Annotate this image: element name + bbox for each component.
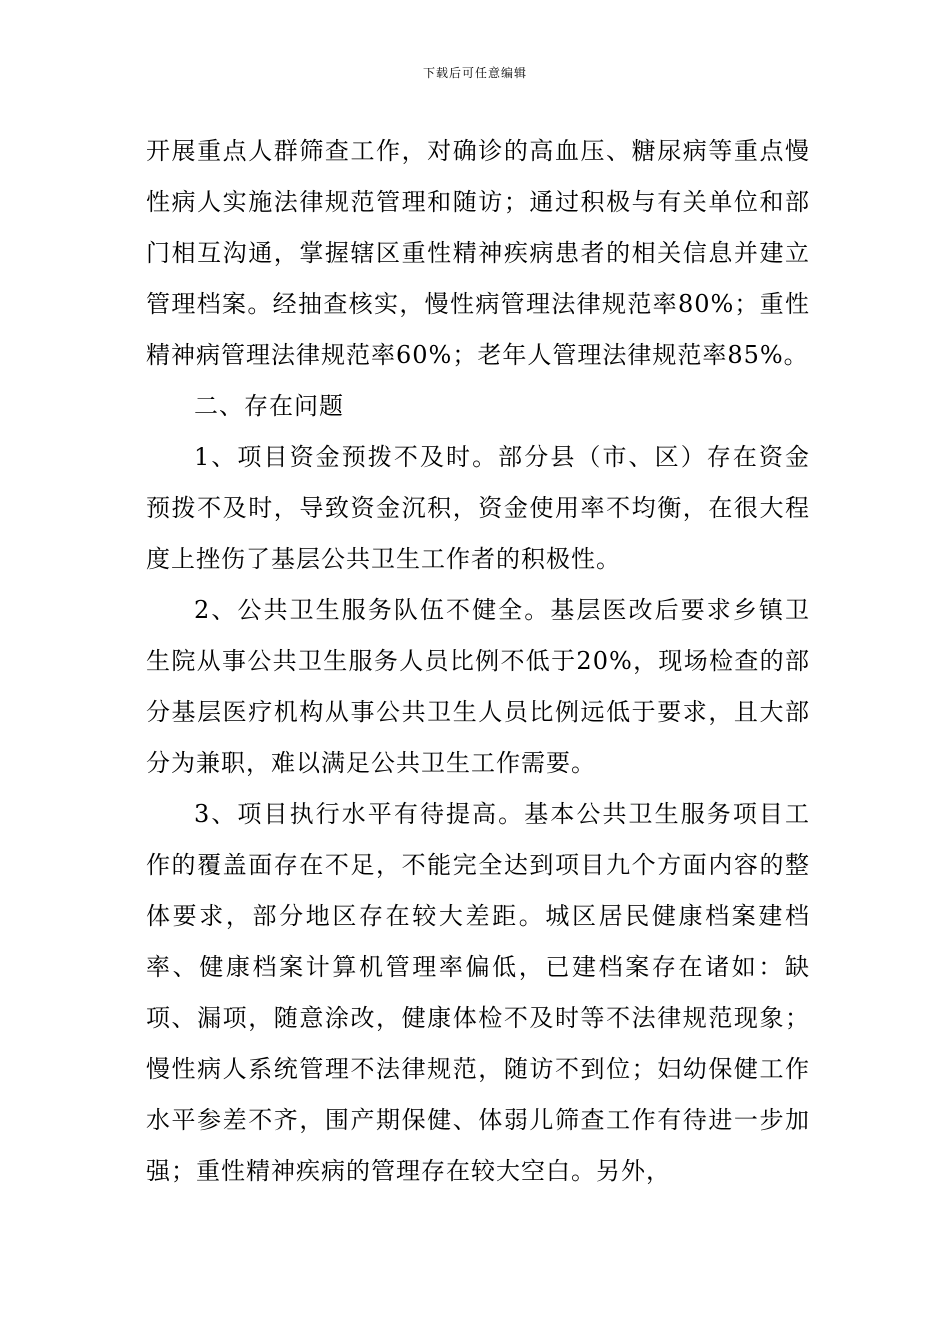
paragraph-issue-3: 3、项目执行水平有待提高。基本公共卫生服务项目工作的覆盖面存在不足，不能完全达到项目九个方面内容的整体要求，部分地区存在较大差距。城区居民健康档案建档率、健康档案计算机管理率偏低，已建档案存在诸如：缺项、漏项，随意涂改，健康体检不及时等不法律规范现象；慢性病人系统管理不法律规范，随访不到位；妇幼保健工作水平参差不齐，围产期保健、体弱儿筛查工作有待进一步加强；重性精神疾病的管理存在较大空白。另外，: [146, 800, 810, 1185]
header-note: 下载后可任意编辑: [422, 66, 527, 80]
section-heading: 二、存在问题: [194, 392, 344, 420]
paragraph-issue-2: 2、公共卫生服务队伍不健全。基层医改后要求乡镇卫生院从事公共卫生服务人员比例不低于20%，现场检查的部分基层医疗机构从事公共卫生人员比例远低于要求，且大部分为兼职，难以满足公共卫生工作需要。: [146, 596, 810, 777]
paragraph-continuation: 开展重点人群筛查工作，对确诊的高血压、糖尿病等重点慢性病人实施法律规范管理和随访；通过积极与有关单位和部门相互沟通，掌握辖区重性精神疾病患者的相关信息并建立管理档案。经抽查核实，慢性病管理法律规范率80%；重性精神病管理法律规范率60%；老年人管理法律规范率85%。: [146, 137, 810, 369]
document-body: [146, 126, 810, 1197]
paragraph-issue-1: 1、项目资金预拨不及时。部分县（市、区）存在资金预拨不及时，导致资金沉积，资金使用率不均衡，在很大程度上挫伤了基层公共卫生工作者的积极性。: [146, 443, 810, 573]
